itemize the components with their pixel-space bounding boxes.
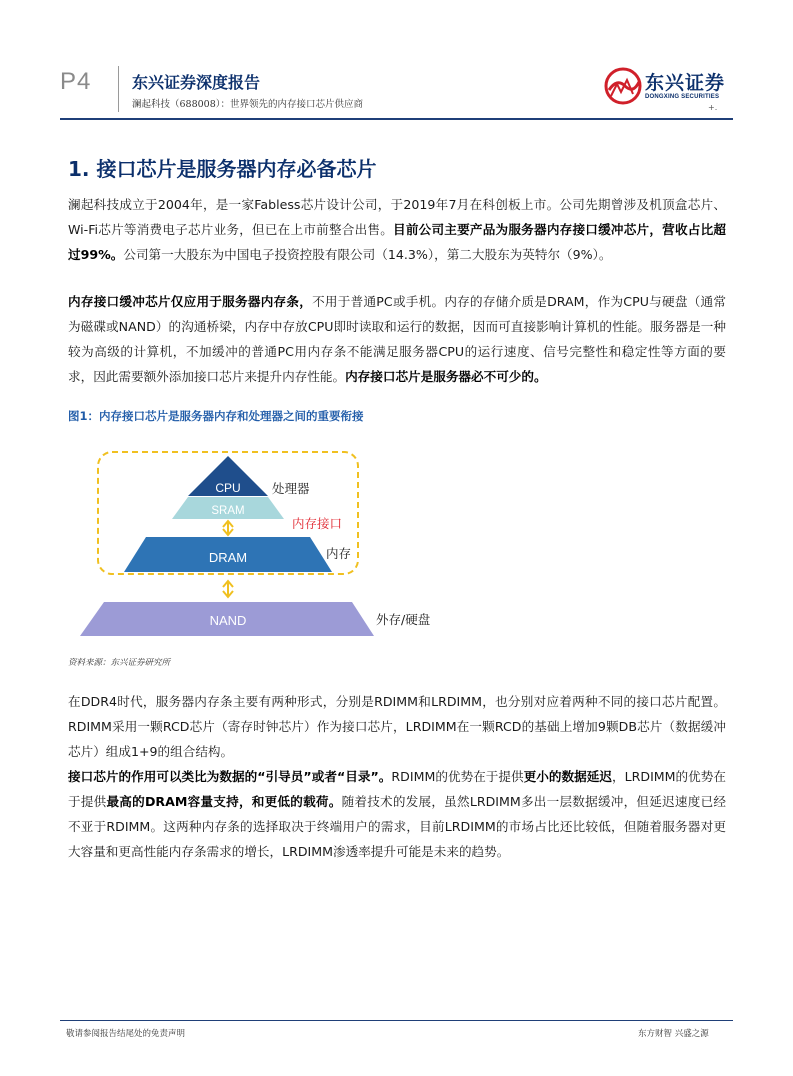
interface-arrow-icon (223, 521, 233, 535)
nand-label: NAND (209, 613, 247, 628)
paragraph-company-intro (68, 192, 726, 267)
footer-rule (60, 1020, 733, 1021)
figure-source: 资料来源：东兴证券研究所 (68, 658, 171, 668)
footer-slogan: 东方财智 兴盛之源 (638, 1029, 709, 1039)
report-subtitle: 澜起科技（688008）：世界领先的内存接口芯片供应商 (132, 99, 364, 110)
header-divider (118, 66, 119, 112)
logo-chinese-name: 东兴证券 (645, 72, 726, 94)
header-rule (60, 118, 733, 120)
sram-label: SRAM (211, 505, 245, 517)
p3-text: 在DDR4时代，服务器内存条主要有两种形式，分别是RDIMM和LRDIMM，也分别对应着两种不同的接口芯片配置。RDIMM采用一颗RCD芯片（寄存时钟芯片）作为接口芯片，LRDIMM在一颗RCD的基础上增加9颗DB芯片（数据缓冲芯片）组成1+9的组合结构。 (68, 694, 726, 759)
paragraph-ddr4-forms (68, 689, 726, 764)
p1-text-a: 澜起科技成立于2004年，是一家Fabless芯片设计公司，于2019年7月在科创板上市。公司先期曾涉及机顶盒芯片、Wi-Fi芯片等消费电子芯片业务，但已在上市前整合出售。 (68, 197, 726, 237)
p4-text-b: RDIMM的优势在于提供 (391, 769, 524, 784)
p1-text-c: 公司第一大股东为中国电子投资控股有限公司（14.3%），第二大股东为英特尔（9%）。 (123, 247, 612, 262)
memory-label: 内存 (326, 546, 352, 561)
processor-label: 处理器 (272, 481, 310, 496)
p4-text-d: ，LRDIMM的优势在于提供 (68, 769, 726, 809)
dram-label: DRAM (208, 550, 248, 565)
paragraph-memory-buffer (68, 289, 726, 389)
p4-text-bold-c: 更小的数据延迟 (523, 769, 612, 784)
section-title: 1. 接口芯片是服务器内存必备芯片 (68, 157, 377, 181)
storage-arrow-icon (223, 581, 233, 597)
footer-disclaimer: 敬请参阅报告结尾处的免责声明 (66, 1029, 186, 1039)
p2-text-bold-a: 内存接口缓冲芯片仅应用于服务器内存条， (68, 294, 313, 309)
logo-english-name: DONGXING SECURITIES (645, 94, 720, 100)
p4-text-bold-e: 最高的DRAM容量支持，和更低的载荷。 (106, 794, 342, 809)
p4-text-f: 随着技术的发展，虽然LRDIMM多出一层数据缓冲，但延迟速度已经不亚于RDIMM。这两种内存条的选择取决于终端用户的需求，目前LRDIMM的市场占比还比较低，但随着服务器对更大容量和更高性能内存条需求的增长，LRDIMM渗透率提升可能是未来的趋势。 (68, 794, 726, 859)
header-mark: +. (708, 103, 718, 112)
page-number: P4 (60, 68, 92, 95)
p1-text-bold: 目前公司主要产品为服务器内存接口缓冲芯片，营收占比超过99%。 (68, 222, 727, 262)
p4-text-bold-a: 接口芯片的作用可以类比为数据的“引导员”或者“目录”。 (68, 769, 392, 784)
report-brand-title: 东兴证券深度报告 (132, 73, 261, 92)
figure-caption: 图1：内存接口芯片是服务器内存和处理器之间的重要衔接 (68, 409, 364, 423)
memory-hierarchy-diagram (70, 440, 470, 645)
p2-text-b: 不用于普通PC或手机。内存的存储介质是DRAM，作为CPU与硬盘（通常为磁碟或NAND）的沟通桥梁，内存中存放CPU即时读取和运行的数据，因而可直接影响计算机的性能。服务器是一种较为高级的计算机，不加缓冲的普通PC用内存条不能满足服务器CPU的运行速度、信号完整性和稳定性等方面的要求，因此需要额外添加接口芯片来提升内存性能。 (68, 294, 726, 384)
paragraph-interface-role (68, 764, 726, 864)
interface-label: 内存接口 (292, 516, 343, 531)
cpu-label: CPU (215, 481, 241, 495)
p2-text-bold-c: 内存接口芯片是服务器必不可少的。 (345, 369, 547, 384)
storage-label: 外存/硬盘 (376, 612, 431, 627)
